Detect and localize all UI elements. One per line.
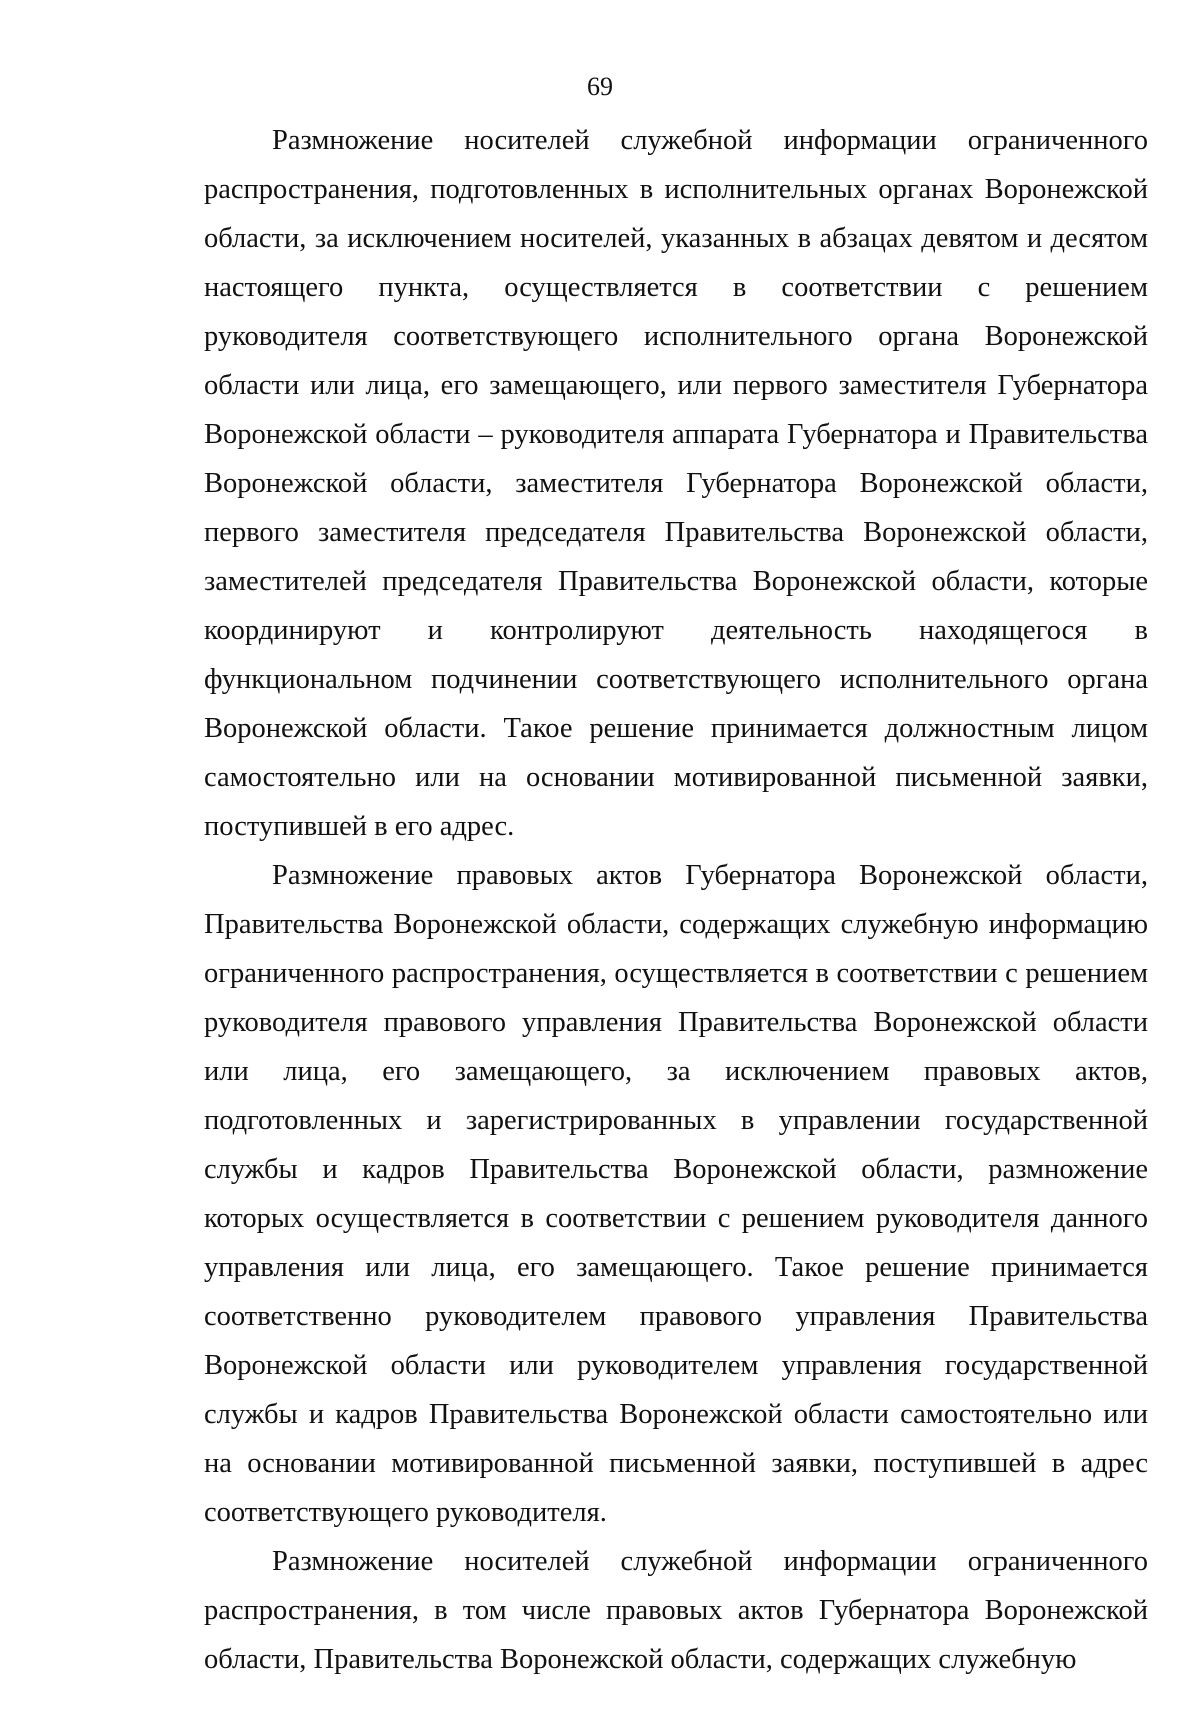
page-number: 69 <box>587 72 613 101</box>
paragraph-3: Размножение носителей служебной информации ограниченного распространения, в том числе правовых актов Губернатора Воронежской области, Правительства Воронежской области, содержащих служебную <box>204 1546 1148 1675</box>
document-body <box>204 116 1148 1684</box>
paragraph-2: Размножение правовых актов Губернатора Воронежской области, Правительства Воронежской области, содержащих служебную информацию ограниченного распространения, осуществляется в соответствии с решением руководителя правового управления Правительства Воронежской области или лица, его замещающего, за исключением правовых актов, подготовленных и зарегистрированных в управлении государственной службы и кадров Правительства Воронежской области, размножение которых осуществляется в соответствии с решением руководителя данного управления или лица, его замещающего. Такое решение принимается соответственно руководителем правового управления Правительства Воронежской области или руководителем управления государственной службы и кадров Правительства Воронежской области самостоятельно или на основании мотивированной письменной заявки, поступившей в адрес соответствующего руководителя. <box>204 860 1148 1528</box>
paragraph-1: Размножение носителей служебной информации ограниченного распространения, подготовленных в исполнительных органах Воронежской области, за исключением носителей, указанных в абзацах девятом и десятом настоящего пункта, осуществляется в соответствии с решением руководителя соответствующего исполнительного органа Воронежской области или лица, его замещающего, или первого заместителя Губернатора Воронежской области – руководителя аппарата Губернатора и Правительства Воронежской области, заместителя Губернатора Воронежской области, первого заместителя председателя Правительства Воронежской области, заместителей председателя Правительства Воронежской области, которые координируют и контролируют деятельность находящегося в функциональном подчинении соответствующего исполнительного органа Воронежской области. Такое решение принимается должностным лицом самостоятельно или на основании мотивированной письменной заявки, поступившей в его адрес. <box>204 125 1148 842</box>
